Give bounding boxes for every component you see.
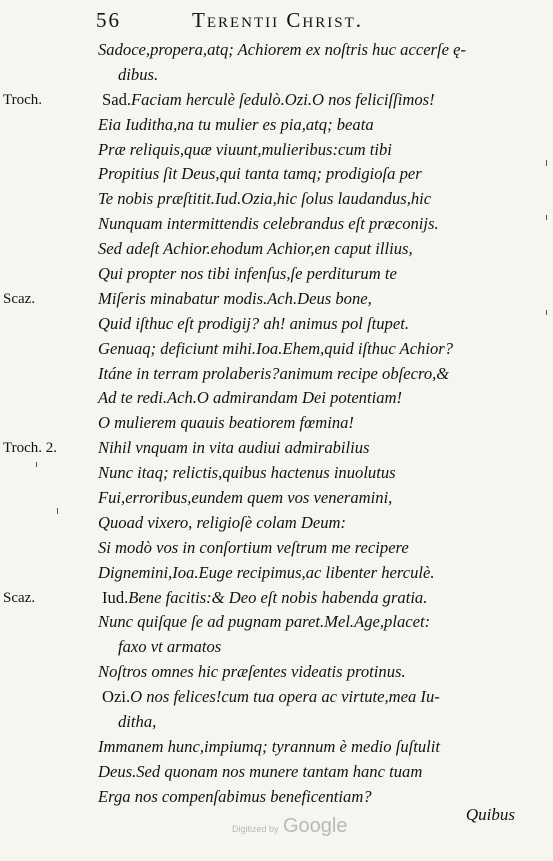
verse-text: Miſeris minabatur modis.Ach.Deus bone,	[98, 288, 372, 308]
verse-text: Si modò vos in conſortium veſtrum me recipere	[98, 537, 409, 557]
verse-line	[98, 610, 430, 635]
verse-text: Itáne in terram prolaberis?animum recipe obſecro,&	[98, 363, 450, 383]
verse-text: Genuaq; deficiunt mihi.Ioa.Ehem,quid iſthuc Achior?	[98, 338, 454, 358]
verse-text: Bene facitis:& Deo eſt nobis habenda gratia.	[128, 587, 428, 607]
verse-line	[98, 785, 372, 810]
verse-line	[98, 660, 406, 685]
verse-text: Nunc quiſque ſe ad pugnam paret.Mel.Age,placet:	[98, 612, 431, 632]
verse-line	[118, 63, 158, 88]
meter-label: Troch.	[3, 91, 43, 108]
text-line	[0, 511, 553, 536]
text-line	[0, 212, 553, 237]
verse-text: Erga nos compenſabimus beneficentiam?	[98, 786, 372, 806]
text-line	[0, 362, 553, 387]
text-line	[0, 635, 553, 660]
text-line	[0, 337, 553, 362]
watermark-prefix: Digitized by	[232, 824, 279, 834]
verse-line	[98, 760, 422, 785]
verse-line	[98, 486, 392, 511]
text-line	[0, 735, 553, 760]
verse-line	[98, 362, 449, 387]
verse-text: Qui propter nos tibi infenſus,ſe perditurum te	[98, 264, 397, 284]
verse-text: Propitius ſit Deus,qui tanta tamq; prodigioſa per	[98, 164, 422, 184]
text-line	[0, 312, 553, 337]
verse-text: Immanem hunc,impiumq; tyrannum è medio ſuſtulit	[98, 736, 440, 756]
verse-line	[98, 262, 397, 287]
meter-label: Troch. 2.	[3, 440, 58, 457]
verse-line	[118, 710, 156, 735]
verse-text: Sadoce,propera,atq; Achiorem ex noſtris huc accerſe ę-	[98, 40, 467, 59]
verse-line	[98, 162, 422, 187]
text-line	[0, 287, 553, 312]
verse-text: Quoad vixero, religioſè colam Deum:	[98, 512, 347, 532]
catchword: Quibus	[465, 805, 515, 824]
verse-line	[98, 337, 453, 362]
text-line	[0, 660, 553, 685]
verse-line	[102, 685, 440, 710]
watermark-brand: Google	[282, 815, 348, 837]
verse-line	[98, 212, 439, 237]
verse-text: Nunquam intermittendis celebrandus eſt præconijs.	[98, 214, 439, 234]
margin-mark	[546, 215, 547, 220]
margin-mark	[546, 160, 547, 166]
text-line	[0, 536, 553, 561]
verse-line	[98, 386, 402, 411]
verse-line	[98, 237, 413, 262]
text-line	[0, 685, 553, 710]
verse-line	[98, 436, 370, 461]
text-line	[0, 237, 553, 262]
text-body	[0, 38, 553, 810]
verse-text: ditha,	[118, 712, 157, 732]
meter-label: Scaz.	[3, 290, 36, 307]
verse-text: Noſtros omnes hic præſentes videatis protinus.	[98, 662, 406, 682]
page-number: 56	[96, 8, 121, 32]
verse-line	[98, 561, 435, 586]
verse-text: Quid iſthuc eſt prodigij? ah! animus pol ſtupet.	[98, 313, 409, 333]
verse-line	[98, 187, 431, 212]
speaker-label: Iud.	[102, 587, 129, 607]
speaker-label: Ozi.	[102, 687, 131, 707]
verse-text: Eia Iuditha,na tu mulier es pia,atq; beata	[98, 114, 374, 134]
margin-mark	[36, 462, 37, 467]
text-line	[0, 38, 553, 63]
text-line	[0, 262, 553, 287]
text-line	[0, 461, 553, 486]
text-line	[0, 411, 553, 436]
verse-text: Præ reliquis,quæ viuunt,mulieribus:cum tibi	[98, 139, 392, 159]
verse-line	[98, 113, 374, 138]
running-title: Terentii Christ.	[192, 8, 363, 32]
verse-line	[98, 461, 396, 486]
text-line	[0, 88, 553, 113]
text-line	[0, 586, 553, 611]
text-line	[0, 710, 553, 735]
verse-text: dibus.	[118, 64, 159, 84]
verse-text: faxo vt armatos	[118, 637, 222, 657]
verse-text: Fui,erroribus,eundem quem vos veneramini,	[98, 488, 393, 508]
verse-line	[98, 38, 466, 63]
verse-text: Nihil vnquam in vita audiui admirabilius	[98, 438, 370, 458]
verse-text: Nunc itaq; relictis,quibus hactenus inuolutus	[98, 463, 396, 483]
verse-line	[102, 88, 435, 113]
verse-line	[98, 735, 440, 760]
text-line	[0, 187, 553, 212]
verse-text: Te nobis præſtitit.Iud.Ozia,hic ſolus laudandus,hic	[98, 189, 432, 209]
speaker-label: Sad.	[102, 89, 132, 109]
verse-line	[102, 586, 427, 611]
watermark	[232, 815, 347, 838]
margin-mark	[57, 508, 58, 514]
verse-line	[98, 536, 409, 561]
text-line	[0, 113, 553, 138]
verse-text: Faciam herculè ſedulò.Ozi.O nos feliciſſimos!	[131, 89, 435, 109]
verse-text: Ad te redi.Ach.O admirandam Dei potentiam!	[98, 388, 403, 408]
margin-mark	[546, 310, 547, 315]
verse-text: O nos felices!cum tua opera ac virtute,mea Iu-	[130, 687, 440, 707]
verse-text: O mulierem quauis beatiorem fœmina!	[98, 413, 354, 433]
verse-line	[98, 287, 372, 312]
verse-line	[118, 635, 221, 660]
verse-line	[98, 138, 392, 163]
text-line	[0, 561, 553, 586]
text-line	[0, 486, 553, 511]
text-line	[0, 386, 553, 411]
verse-line	[98, 511, 346, 536]
verse-line	[98, 411, 354, 436]
verse-line	[98, 312, 409, 337]
text-line	[0, 610, 553, 635]
verse-text: Dignemini,Ioa.Euge recipimus,ac libenter herculè.	[98, 562, 435, 582]
text-line	[0, 162, 553, 187]
text-line	[0, 760, 553, 785]
verse-text: Sed adeſt Achior.ehodum Achior,en caput illius,	[98, 239, 413, 259]
page-header	[96, 8, 513, 38]
text-line	[0, 436, 553, 461]
verse-text: Deus.Sed quonam nos munere tantam hanc tuam	[98, 761, 423, 781]
text-line	[0, 63, 553, 88]
meter-label: Scaz.	[3, 589, 36, 606]
text-line	[0, 138, 553, 163]
